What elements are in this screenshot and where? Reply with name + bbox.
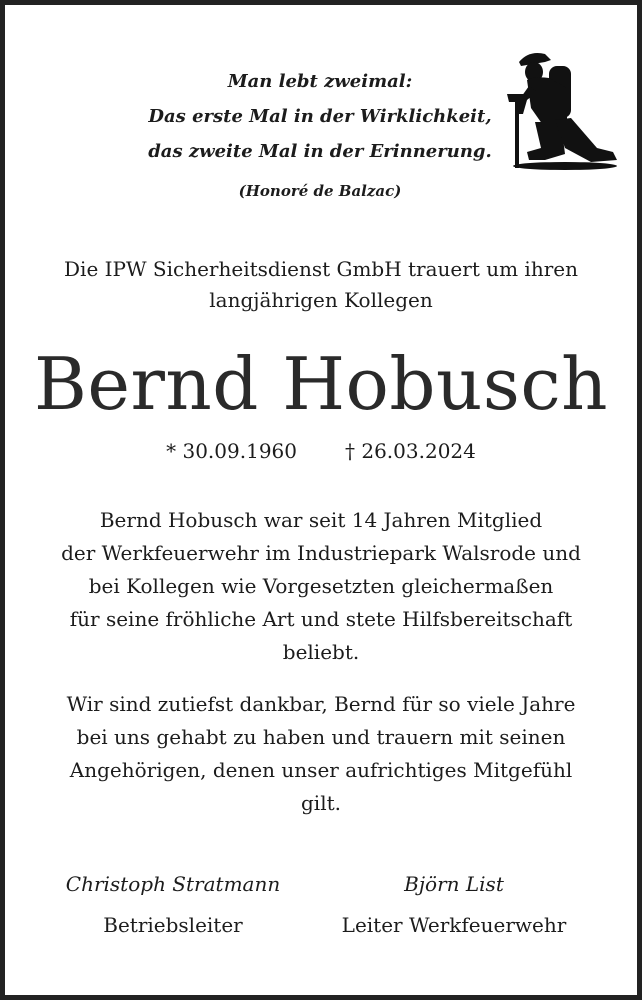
intro-text xyxy=(20,254,622,316)
quote-line: das zweite Mal in der Erinnerung. xyxy=(148,141,492,162)
paragraph-line: Bernd Hobusch war seit 14 Jahren Mitglied xyxy=(99,508,543,532)
signatory-name: Christoph Stratmann xyxy=(65,872,281,896)
quote-line: Das erste Mal in der Wirklichkeit, xyxy=(148,106,492,127)
intro-line: Die IPW Sicherheitsdienst GmbH trauert um ihren xyxy=(64,257,578,281)
kneeling-firefighter-silhouette-icon xyxy=(505,48,620,176)
life-dates xyxy=(0,436,642,466)
birth-date: * 30.09.1960 xyxy=(166,439,297,463)
quote-line: Man lebt zweimal: xyxy=(227,71,413,92)
paragraph-line: bei uns gehabt zu haben und trauern mit seinen xyxy=(76,725,566,749)
quote-author: (Honoré de Balzac) xyxy=(238,182,402,200)
paragraph-line: für seine fröhliche Art und stete Hilfsbereitschaft xyxy=(69,607,573,631)
paragraph-line: der Werkfeuerwehr im Industriepark Walsrode und xyxy=(61,541,581,565)
paragraph-line: gilt. xyxy=(301,791,341,815)
gratitude-paragraph xyxy=(24,688,618,820)
intro-line: langjährigen Kollegen xyxy=(209,288,433,312)
signatory-role: Betriebsleiter xyxy=(103,913,243,937)
death-date: † 26.03.2024 xyxy=(345,439,476,463)
paragraph-line: Angehörigen, denen unser aufrichtiges Mitgefühl xyxy=(69,758,573,782)
quote-block xyxy=(120,64,520,169)
paragraph-line: bei Kollegen wie Vorgesetzten gleichermaßen xyxy=(88,574,554,598)
paragraph-line: beliebt. xyxy=(282,640,360,664)
paragraph-line: Wir sind zutiefst dankbar, Bernd für so viele Jahre xyxy=(66,692,576,716)
signature-block xyxy=(23,869,323,940)
signatory-role: Leiter Werkfeuerwehr xyxy=(341,913,567,937)
tribute-paragraph xyxy=(24,504,618,669)
signature-block xyxy=(304,869,604,940)
signatory-name: Björn List xyxy=(404,872,504,896)
deceased-name: Bernd Hobusch xyxy=(33,342,609,426)
